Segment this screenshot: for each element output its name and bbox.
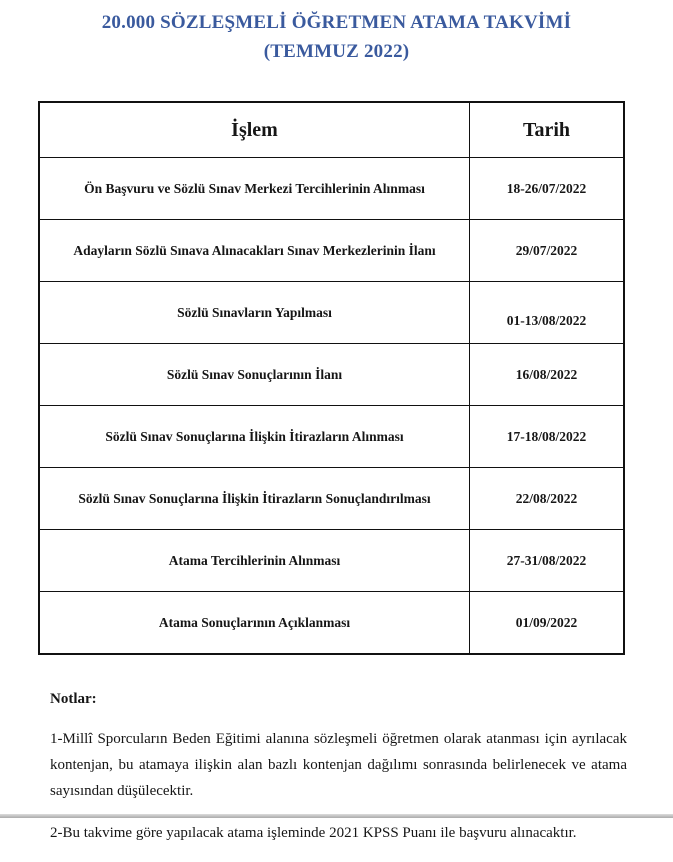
process-cell: Atama Tercihlerinin Alınması xyxy=(40,530,470,591)
bottom-edge-bar xyxy=(0,814,673,818)
notes-heading: Notlar: xyxy=(50,691,97,707)
title-line-2: (TEMMUZ 2022) xyxy=(263,41,410,62)
title-line-1: 20.000 SÖZLEŞMELİ ÖĞRETMEN ATAMA TAKVİMİ xyxy=(101,12,572,33)
table-body xyxy=(40,157,623,653)
process-cell: Sözlü Sınav Sonuçlarına İlişkin İtirazların Alınması xyxy=(40,406,470,467)
page-title xyxy=(0,8,673,66)
date-cell: 16/08/2022 xyxy=(515,366,578,382)
date-cell: 29/07/2022 xyxy=(515,242,578,258)
header-process-cell: İşlem xyxy=(40,103,470,157)
notes-section xyxy=(50,686,627,862)
date-cell: 18-26/07/2022 xyxy=(506,180,587,196)
process-cell: Ön Başvuru ve Sözlü Sınav Merkezi Tercihlerinin Alınması xyxy=(40,158,470,219)
note-item: 1-Millî Sporcuların Beden Eğitimi alanına sözleşmeli öğretmen olarak atanması için ayrılacak kontenjan, bu atamaya ilişkin alan bazlı kontenjan dağılımı sonrasında belirlenecek ve atama sayısından düşülecektir. xyxy=(50,731,627,799)
table-row xyxy=(40,219,623,281)
table-header-row xyxy=(40,103,623,157)
note-item: 2-Bu takvime göre yapılacak atama işleminde 2021 KPSS Puanı ile başvuru alınacaktır. xyxy=(50,825,577,841)
date-cell: 01/09/2022 xyxy=(515,614,578,630)
date-cell: 01-13/08/2022 xyxy=(506,312,587,328)
table-row xyxy=(40,529,623,591)
table-row xyxy=(40,157,623,219)
table-row xyxy=(40,343,623,405)
notes-list xyxy=(50,726,627,846)
date-cell: 27-31/08/2022 xyxy=(506,552,587,568)
header-date-cell: Tarih xyxy=(522,118,571,141)
process-cell: Adayların Sözlü Sınava Alınacakları Sınav Merkezlerinin İlanı xyxy=(40,220,470,281)
schedule-table xyxy=(38,101,625,655)
table-row xyxy=(40,405,623,467)
date-cell: 17-18/08/2022 xyxy=(506,428,587,444)
date-cell: 22/08/2022 xyxy=(515,490,578,506)
process-cell: Atama Sonuçlarının Açıklanması xyxy=(40,592,470,653)
table-row xyxy=(40,281,623,343)
table-row xyxy=(40,467,623,529)
table-row xyxy=(40,591,623,653)
process-cell: Sözlü Sınav Sonuçlarının İlanı xyxy=(40,344,470,405)
process-cell: Sözlü Sınav Sonuçlarına İlişkin İtirazların Sonuçlandırılması xyxy=(40,468,470,529)
process-cell: Sözlü Sınavların Yapılması xyxy=(40,282,470,343)
